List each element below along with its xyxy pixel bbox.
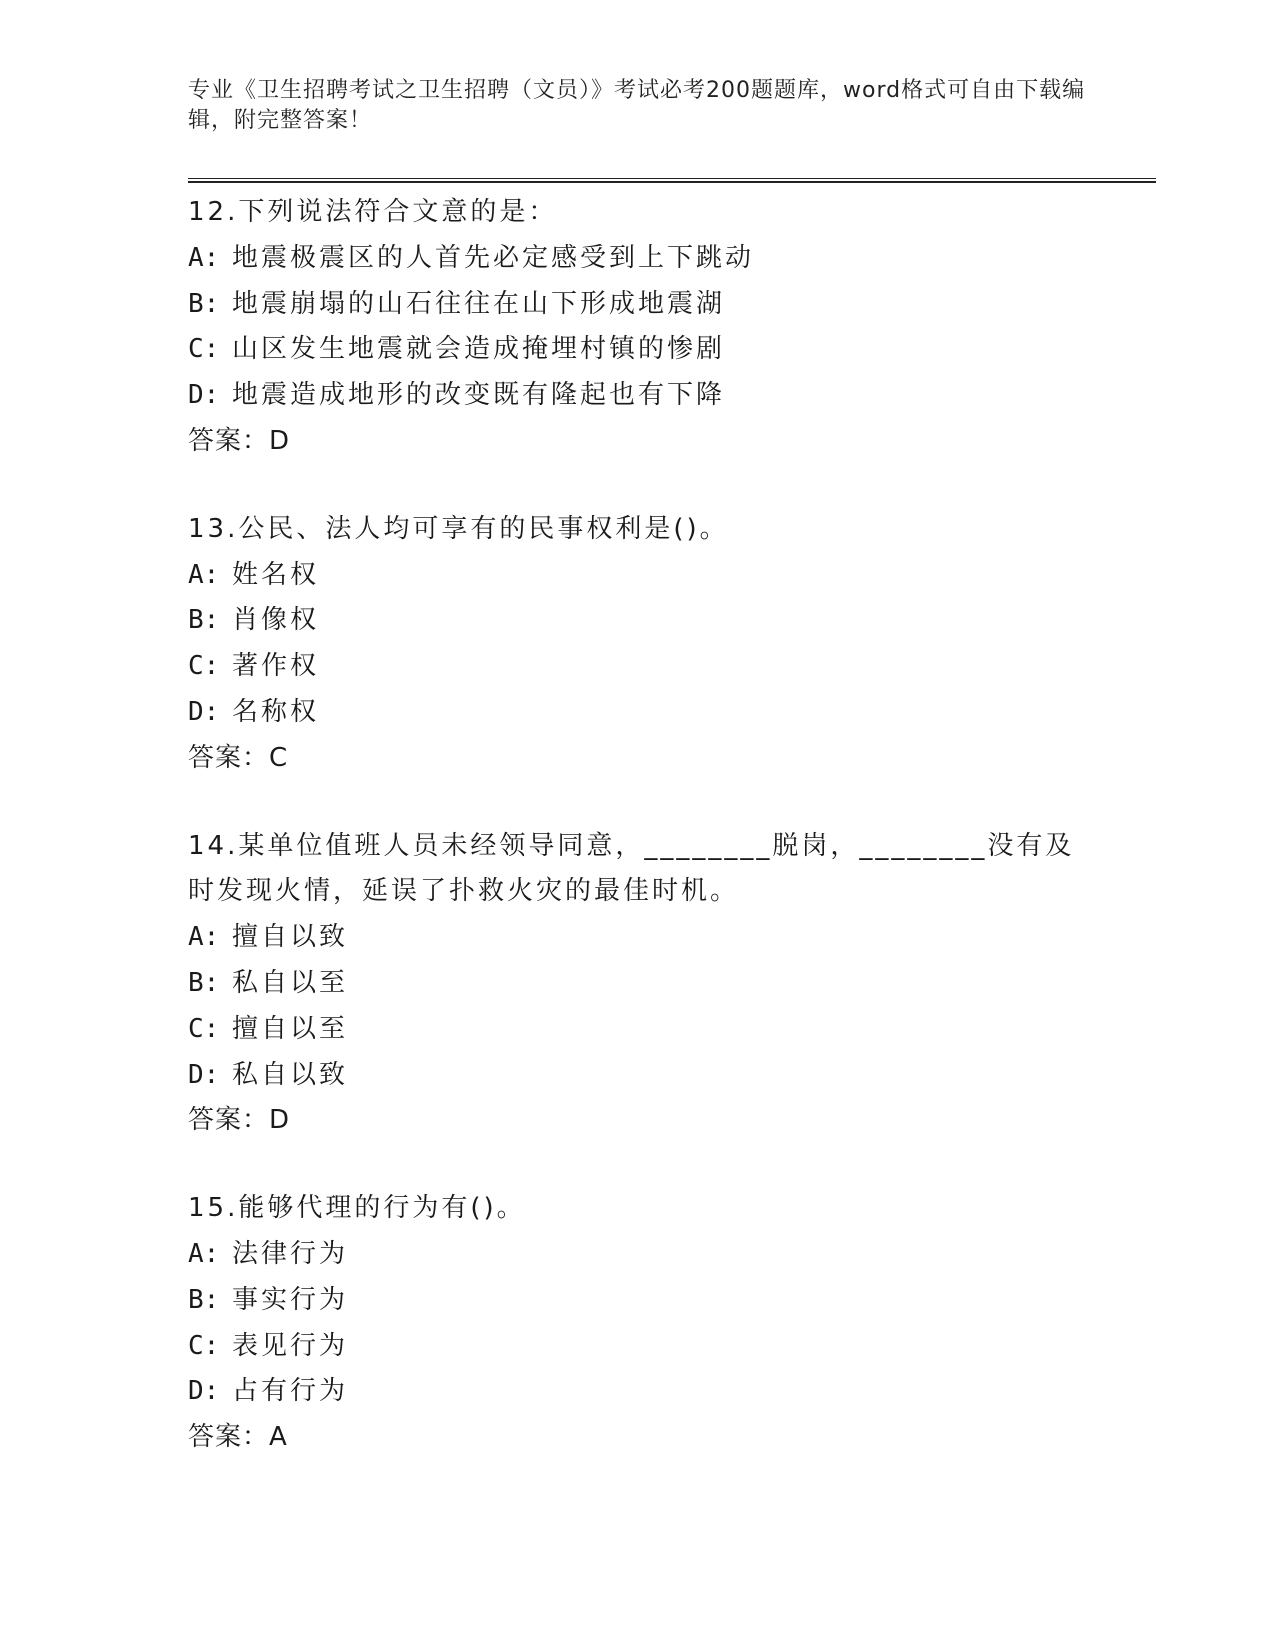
- option-letter: B:: [188, 288, 220, 319]
- answer-line: [188, 1098, 1148, 1144]
- option-text: 著作权: [232, 651, 320, 682]
- option-c: [188, 327, 1148, 373]
- option-letter: A:: [188, 922, 220, 953]
- answer-label: 答案：: [188, 425, 270, 456]
- answer-label: 答案：: [188, 1422, 270, 1453]
- option-letter: C:: [188, 1330, 220, 1361]
- answer-line: [188, 736, 1148, 782]
- option-letter: C:: [188, 651, 220, 682]
- question-12: [188, 190, 1148, 465]
- option-text: 地震造成地形的改变既有隆起也有下降: [232, 380, 726, 411]
- option-letter: C:: [188, 334, 220, 365]
- option-text: 地震极震区的人首先必定感受到上下跳动: [232, 242, 755, 273]
- answer-value: D: [269, 425, 290, 456]
- option-letter: B:: [188, 967, 220, 998]
- option-b: [188, 1278, 1148, 1324]
- option-b: [188, 598, 1148, 644]
- option-c: [188, 1324, 1148, 1370]
- option-text: 地震崩塌的山石往往在山下形成地震湖: [232, 288, 726, 319]
- answer-value: C: [269, 742, 288, 773]
- answer-line: [188, 1415, 1148, 1461]
- header-divider: [188, 178, 1156, 183]
- option-text: 法律行为: [232, 1238, 349, 1269]
- option-d: [188, 373, 1148, 419]
- option-d: [188, 690, 1148, 736]
- option-a: [188, 1232, 1148, 1278]
- option-text: 名称权: [232, 696, 320, 727]
- option-text: 山区发生地震就会造成掩埋村镇的惨剧: [232, 334, 726, 365]
- option-text: 擅自以致: [232, 922, 349, 953]
- option-c: [188, 644, 1148, 690]
- option-letter: D:: [188, 1376, 220, 1407]
- option-a: [188, 915, 1148, 961]
- question-stem: 12.下列说法符合文意的是：: [188, 197, 558, 227]
- answer-label: 答案：: [188, 742, 270, 773]
- option-text: 姓名权: [232, 559, 320, 590]
- answer-label: 答案：: [188, 1105, 270, 1136]
- option-letter: B:: [188, 1284, 220, 1315]
- option-text: 私自以致: [232, 1059, 349, 1090]
- option-letter: A:: [188, 1238, 220, 1269]
- question-list: [188, 190, 1148, 1503]
- option-letter: C:: [188, 1013, 220, 1044]
- option-letter: D:: [188, 696, 220, 727]
- option-text: 占有行为: [232, 1376, 349, 1407]
- option-text: 私自以至: [232, 967, 349, 998]
- option-letter: D:: [188, 380, 220, 411]
- answer-value: D: [269, 1105, 290, 1136]
- option-text: 擅自以至: [232, 1013, 349, 1044]
- option-a: [188, 553, 1148, 599]
- option-a: [188, 236, 1148, 282]
- answer-value: A: [269, 1422, 287, 1453]
- option-text: 肖像权: [232, 605, 320, 636]
- question-14: [188, 824, 1148, 1145]
- option-b: [188, 282, 1148, 328]
- option-letter: A:: [188, 559, 220, 590]
- option-c: [188, 1007, 1148, 1053]
- option-d: [188, 1369, 1148, 1415]
- question-stem: 13.公民、法人均可享有的民事权利是()。: [188, 513, 729, 544]
- option-letter: A:: [188, 242, 220, 273]
- question-13: [188, 507, 1148, 782]
- option-text: 表见行为: [232, 1330, 349, 1361]
- option-b: [188, 961, 1148, 1007]
- option-letter: D:: [188, 1059, 220, 1090]
- option-d: [188, 1053, 1148, 1099]
- question-15: [188, 1186, 1148, 1461]
- page-header: 专业《卫生招聘考试之卫生招聘（文员）》考试必考200题题库，word格式可自由下载编辑，附完整答案！: [188, 78, 1086, 133]
- answer-line: [188, 419, 1148, 465]
- question-stem: 14.某单位值班人员未经领导同意，________脱岗，________没有及时发现火情，延误了扑救火灾的最佳时机。: [188, 830, 1075, 907]
- option-text: 事实行为: [232, 1284, 349, 1315]
- option-letter: B:: [188, 605, 220, 636]
- question-stem: 15.能够代理的行为有()。: [188, 1193, 526, 1224]
